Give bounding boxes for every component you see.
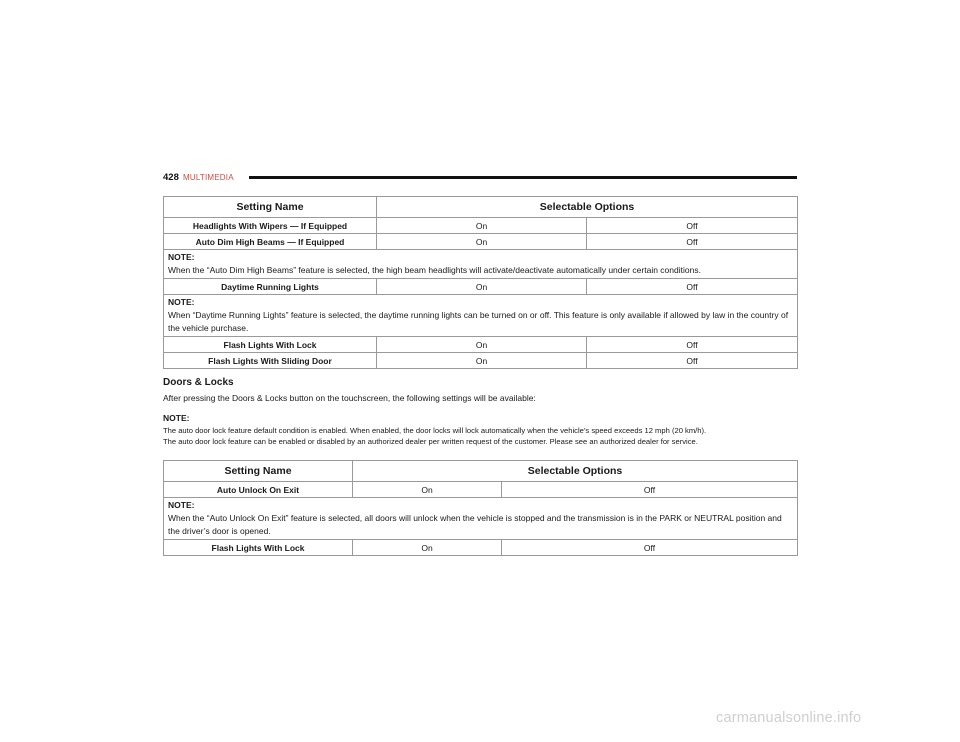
note-text: When “Daytime Running Lights” feature is selected, the daytime running lights can be turned on or off. This feature is only available if allowed by law in the country of the vehicle purchase. [168,310,789,333]
setting-name: Auto Dim High Beams — If Equipped [164,234,377,250]
column-header-options: Selectable Options [377,197,798,218]
doors-settings-table [163,460,798,556]
column-header-options: Selectable Options [353,461,798,482]
doors-locks-intro: After pressing the Doors & Locks button on the touchscreen, the following settings will be available: [163,393,536,403]
option-off: Off [587,218,798,234]
setting-name: Headlights With Wipers — If Equipped [164,218,377,234]
note-row [164,295,798,337]
option-off: Off [587,234,798,250]
setting-name: Flash Lights With Lock [164,337,377,353]
option-on: On [377,337,587,353]
header-rule [249,176,797,179]
page-number: 428 [163,172,179,183]
page-header [163,172,797,186]
note-line: The auto door lock feature default condition is enabled. When enabled, the door locks will lock automatically when the vehicle’s speed exceeds 12 mph (20 km/h). [163,425,707,435]
setting-name: Flash Lights With Lock [164,540,353,556]
table-header-row [164,197,798,218]
option-off: Off [502,540,798,556]
option-on: On [353,482,502,498]
watermark: carmanualsonline.info [716,710,862,726]
note-cell [164,498,798,540]
note-row [164,250,798,279]
option-on: On [377,218,587,234]
column-header-setting: Setting Name [164,197,377,218]
note-label: NOTE: [168,252,195,262]
table-row [164,234,798,250]
setting-name: Auto Unlock On Exit [164,482,353,498]
option-off: Off [587,353,798,369]
option-off: Off [502,482,798,498]
table-row [164,337,798,353]
table-row [164,540,798,556]
table-header-row [164,461,798,482]
table-row [164,218,798,234]
note-label: NOTE: [163,413,190,423]
note-text: When the “Auto Unlock On Exit” feature is selected, all doors will unlock when the vehicle is stopped and the transmission is in the PARK or NEUTRAL position and the driver’s door is opened. [168,513,782,536]
note-label: NOTE: [168,500,195,510]
option-off: Off [587,279,798,295]
column-header-setting: Setting Name [164,461,353,482]
option-on: On [377,279,587,295]
note-label: NOTE: [168,297,195,307]
note-line: The auto door lock feature can be enabled or disabled by an authorized dealer per written request of the customer. Please see an authorized dealer for service. [163,437,698,446]
note-row [164,498,798,540]
note-text: When the “Auto Dim High Beams” feature is selected, the high beam headlights will activate/deactivate automatically under certain conditions. [168,265,701,275]
lights-settings-table [163,196,798,369]
note-cell [164,250,798,279]
note-cell [164,295,798,337]
table-row [164,353,798,369]
option-on: On [377,234,587,250]
table-row [164,279,798,295]
doors-locks-heading: Doors & Locks [163,377,234,388]
table-row [164,482,798,498]
option-on: On [377,353,587,369]
section-title: MULTIMEDIA [183,172,234,182]
doors-note [163,413,803,448]
setting-name: Flash Lights With Sliding Door [164,353,377,369]
option-off: Off [587,337,798,353]
setting-name: Daytime Running Lights [164,279,377,295]
option-on: On [353,540,502,556]
